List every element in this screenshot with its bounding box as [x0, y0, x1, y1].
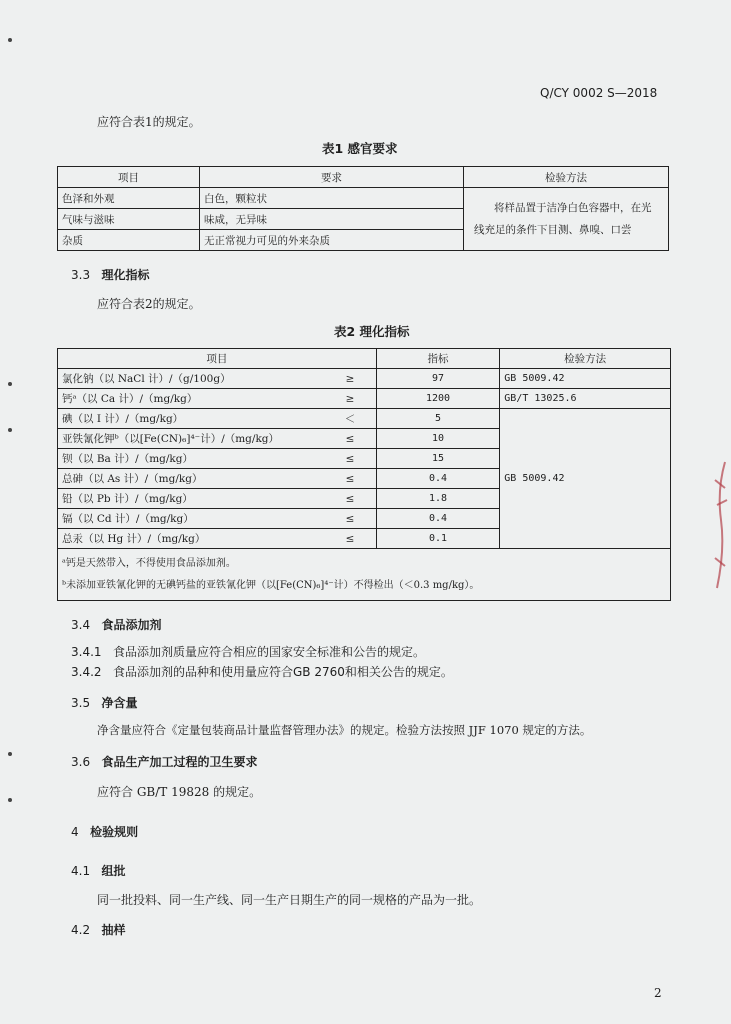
table2-cell-op: ≥: [324, 369, 376, 389]
table2-cell-value: 1200: [376, 389, 499, 409]
section-title: 食品添加剂: [101, 618, 162, 632]
section-number: 4.2: [71, 923, 91, 937]
table1: [57, 166, 669, 251]
table2-cell-value: 5: [376, 409, 499, 429]
table2-header-method: 检验方法: [500, 349, 671, 369]
section-3-6-text: 应符合 GB/T 19828 的规定。: [97, 785, 262, 799]
table2-cell-value: 0.4: [376, 469, 499, 489]
margin-mark: [8, 38, 12, 42]
table1-header-req: 要求: [200, 167, 464, 188]
margin-mark: [8, 798, 12, 802]
section-4-1-text: 同一批投料、同一生产线、同一生产日期生产的同一规格的产品为一批。: [97, 893, 482, 907]
page-number: 2: [654, 986, 662, 1000]
table2-note-b: ᵇ未添加亚铁氰化钾的无碘钙盐的亚铁氰化钾（以[Fe(CN)₆]⁴⁻计）不得检出（＜0.3 mg/kg）。: [62, 579, 480, 591]
section-number: 3.4.2: [71, 665, 102, 679]
section-number: 4: [71, 825, 79, 839]
section-3-4-2: [71, 663, 453, 680]
table2-cell-op: ≤: [324, 429, 376, 449]
table1-cell-item: 气味与滋味: [58, 209, 200, 230]
table2-notes: [58, 549, 671, 601]
margin-mark: [8, 428, 12, 432]
table1-cell-req: 无正常视力可见的外来杂质: [200, 230, 464, 251]
table2-cell-item: 碘（以 I 计）/（mg/kg）: [58, 409, 325, 429]
table2: [57, 348, 671, 601]
section-title: 检验规则: [90, 825, 139, 839]
section-title: 抽样: [101, 923, 126, 937]
table1-cell-item: 杂质: [58, 230, 200, 251]
section-number: 3.3: [71, 268, 91, 282]
section-number: 3.4.1: [71, 645, 102, 659]
table2-cell-op: ≤: [324, 529, 376, 549]
table2-cell-op: ≤: [324, 469, 376, 489]
table2-cell-item: 铅（以 Pb 计）/（mg/kg）: [58, 489, 325, 509]
table2-cell-op: ＜: [324, 409, 376, 429]
section-3-3-text: 应符合表2的规定。: [97, 297, 201, 311]
table1-header-method: 检验方法: [464, 167, 669, 188]
section-number: 4.1: [71, 864, 91, 878]
section-3-5-text: 净含量应符合《定量包装商品计量监督管理办法》的规定。检验方法按照 JJF 1070 规定的方法。: [97, 723, 592, 737]
table1-cell-item: 色泽和外观: [58, 188, 200, 209]
table2-cell-value: 97: [376, 369, 499, 389]
section-text: 食品添加剂质量应符合相应的国家安全标准和公告的规定。: [113, 645, 426, 659]
table2-cell-item: 钡（以 Ba 计）/（mg/kg）: [58, 449, 325, 469]
section-4-2-heading: [71, 921, 126, 938]
document-code: Q/CY 0002 S—2018: [540, 86, 658, 100]
table2-merged-method: GB 5009.42: [500, 409, 671, 549]
table1-header-item: 项目: [58, 167, 200, 188]
table2-cell-item: 钙ᵃ（以 Ca 计）/（mg/kg）: [58, 389, 325, 409]
table2-cell-value: 0.4: [376, 509, 499, 529]
section-3-3-heading: [71, 266, 150, 283]
section-3-6-heading: [71, 753, 258, 770]
intro-text: 应符合表1的规定。: [97, 115, 201, 129]
table2-cell-item: 镉（以 Cd 计）/（mg/kg）: [58, 509, 325, 529]
table2-cell-op: ≥: [324, 389, 376, 409]
table2-cell-value: 0.1: [376, 529, 499, 549]
table2-cell-item: 总汞（以 Hg 计）/（mg/kg）: [58, 529, 325, 549]
section-4-heading: [71, 823, 138, 840]
table2-caption: 表2 理化指标: [334, 324, 410, 339]
table2-cell-value: 15: [376, 449, 499, 469]
table2-note-a: ᵃ钙是天然带入，不得使用食品添加剂。: [62, 557, 236, 569]
table1-caption: 表1 感官要求: [322, 141, 398, 156]
table2-header-value: 指标: [376, 349, 499, 369]
table1-cell-req: 味咸，无异味: [200, 209, 464, 230]
section-3-4-1: [71, 643, 425, 660]
table2-cell-method: GB/T 13025.6: [500, 389, 671, 409]
seal-stamp-icon: [711, 460, 731, 590]
section-number: 3.6: [71, 755, 91, 769]
table1-method: 将样品置于洁净白色容器中，在光线充足的条件下目测、鼻嗅、口尝: [464, 188, 669, 251]
table2-cell-op: ≤: [324, 509, 376, 529]
table2-header-item: 项目: [58, 349, 377, 369]
section-3-4-heading: [71, 616, 162, 633]
margin-mark: [8, 382, 12, 386]
table2-cell-item: 亚铁氰化钾ᵇ（以[Fe(CN)₆]⁴⁻计）/（mg/kg）: [58, 429, 325, 449]
section-number: 3.4: [71, 618, 91, 632]
margin-mark: [8, 752, 12, 756]
section-number: 3.5: [71, 696, 91, 710]
table2-cell-item: 氯化钠（以 NaCl 计）/（g/100g）: [58, 369, 325, 389]
table2-cell-value: 10: [376, 429, 499, 449]
section-4-1-heading: [71, 862, 126, 879]
table2-cell-method: GB 5009.42: [500, 369, 671, 389]
table2-cell-value: 1.8: [376, 489, 499, 509]
section-3-5-heading: [71, 694, 138, 711]
section-title: 组批: [101, 864, 126, 878]
section-title: 净含量: [101, 696, 138, 710]
section-text: 食品添加剂的品种和使用量应符合GB 2760和相关公告的规定。: [113, 665, 453, 679]
table2-cell-op: ≤: [324, 489, 376, 509]
table1-cell-req: 白色，颗粒状: [200, 188, 464, 209]
table2-cell-op: ≤: [324, 449, 376, 469]
table2-cell-item: 总砷（以 As 计）/（mg/kg）: [58, 469, 325, 489]
section-title: 食品生产加工过程的卫生要求: [101, 755, 258, 769]
section-title: 理化指标: [101, 268, 150, 282]
